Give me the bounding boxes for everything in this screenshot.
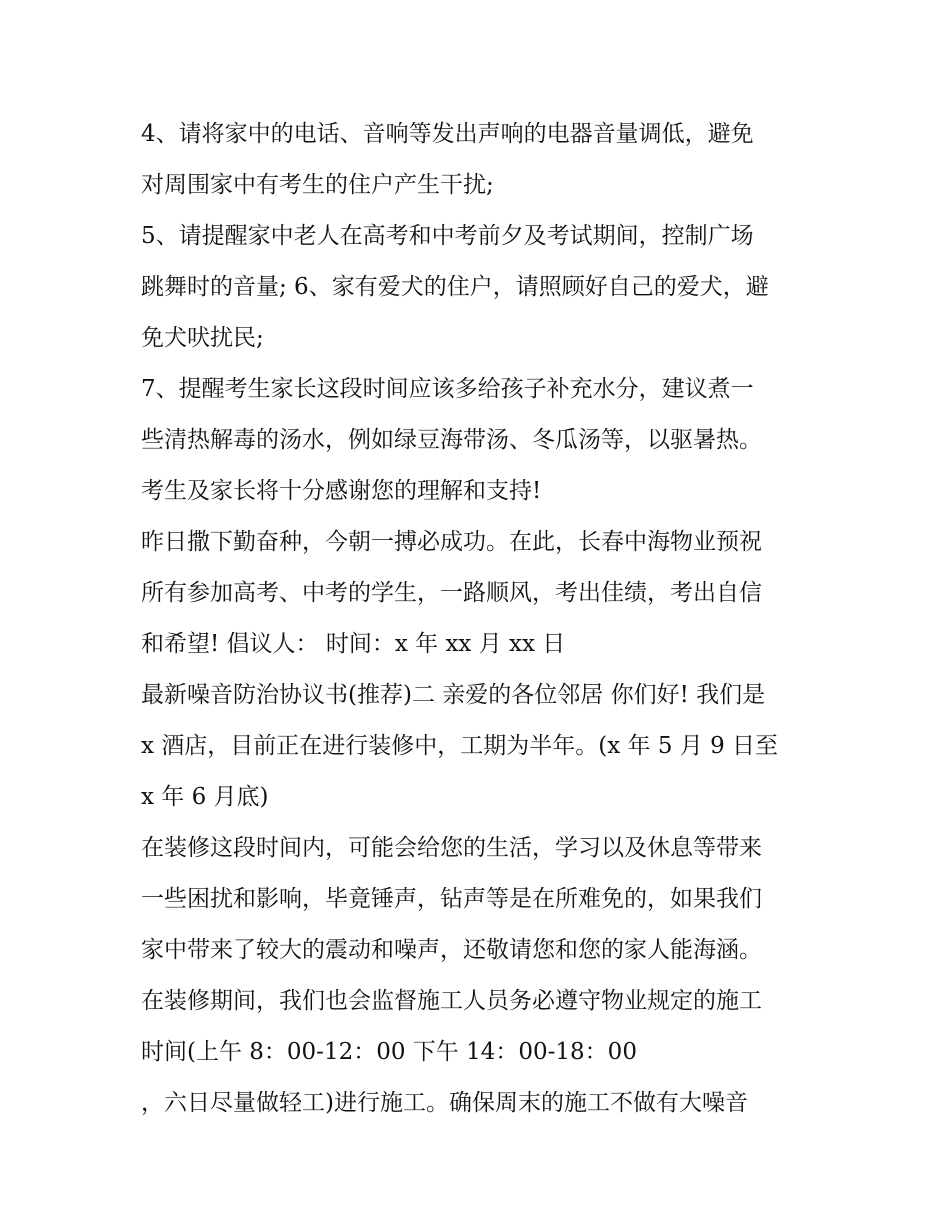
text-line-6: 7、提醒考生家长这段时间应该多给孩子补充水分，建议煮一 (141, 376, 754, 402)
text-line-2: 对周围家中有考生的住户产生干扰; (141, 172, 494, 198)
text-line-16: 一些困扰和影响，毕竟锤声，钻声等是在所难免的，如果我们 (141, 886, 762, 912)
text-line-13: x 酒店，目前正在进行装修中，工期为半年。(x 年 5 月 9 日至 (141, 733, 779, 759)
text-line-20: ，六日尽量做轻工)进行施工。确保周末的施工不做有大噪音 (141, 1090, 748, 1116)
text-line-8: 考生及家长将十分感谢您的理解和支持! (141, 478, 542, 504)
text-line-14: x 年 6 月底) (141, 784, 269, 810)
text-line-19: 时间(上午 8：00-12：00 下午 14：00-18：00 (141, 1039, 637, 1065)
text-line-18: 在装修期间，我们也会监督施工人员务必遵守物业规定的施工 (141, 988, 762, 1014)
text-line-7: 些清热解毒的汤水，例如绿豆海带汤、冬瓜汤等，以驱暑热。 (141, 427, 762, 453)
text-line-15: 在装修这段时间内，可能会给您的生活，学习以及休息等带来 (141, 835, 762, 861)
text-line-5: 免犬吠扰民; (141, 325, 264, 351)
document-body (141, 109, 821, 1129)
text-line-3: 5、请提醒家中老人在高考和中考前夕及考试期间，控制广场 (141, 223, 754, 249)
text-line-1: 4、请将家中的电话、音响等发出声响的电器音量调低，避免 (141, 121, 754, 147)
text-line-11: 和希望! 倡议人： 时间：x 年 xx 月 xx 日 (141, 631, 566, 657)
text-line-12: 最新噪音防治协议书(推荐)二 亲爱的各位邻居 你们好! 我们是 (141, 682, 766, 708)
text-line-9: 昨日撒下勤奋种，今朝一搏必成功。在此，长春中海物业预祝 (141, 529, 762, 555)
text-line-10: 所有参加高考、中考的学生，一路顺风，考出佳绩，考出自信 (141, 580, 762, 606)
text-line-17: 家中带来了较大的震动和噪声，还敬请您和您的家人能海涵。 (141, 937, 762, 963)
text-line-4: 跳舞时的音量; 6、家有爱犬的住户，请照顾好自己的爱犬，避 (141, 274, 769, 300)
